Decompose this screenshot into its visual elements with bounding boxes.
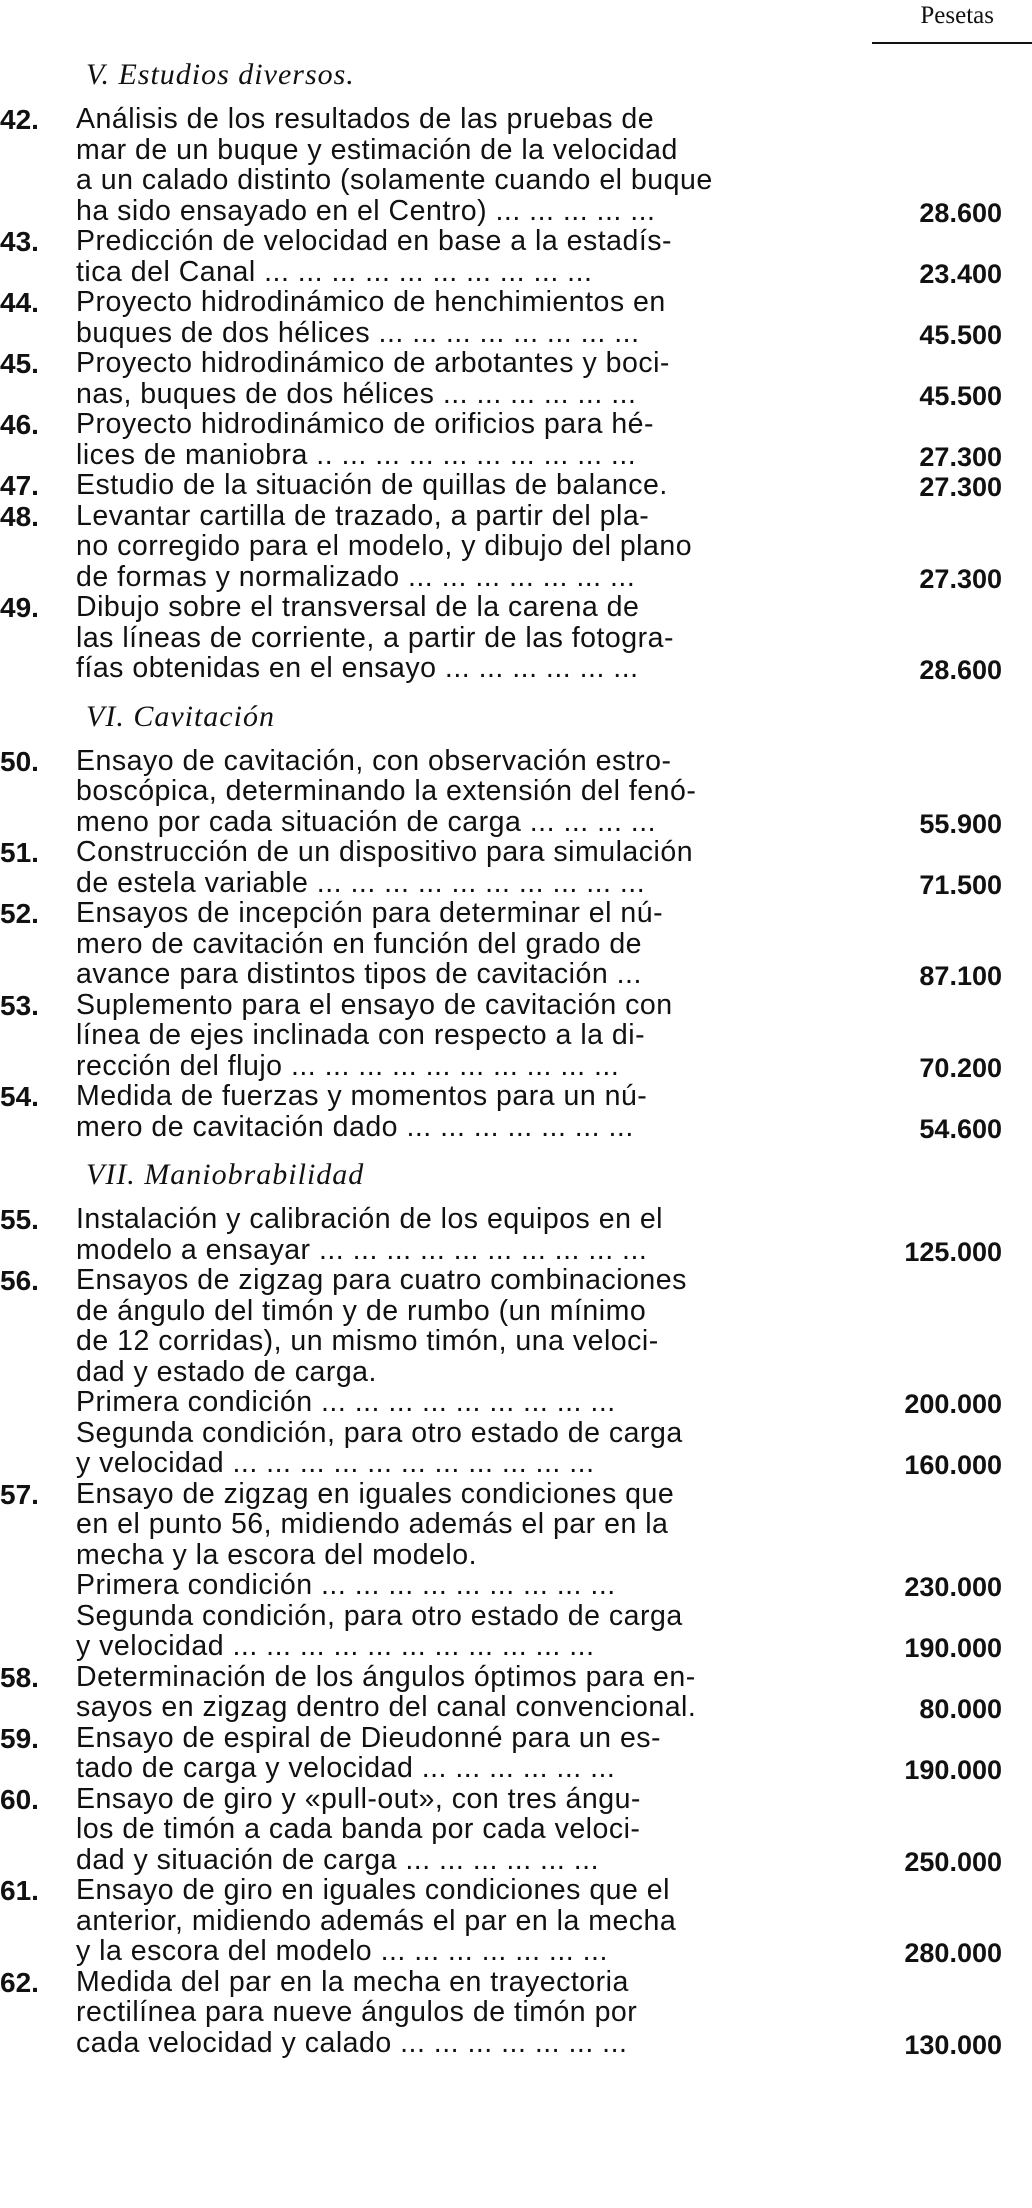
item-text: Ensayo de zigzag en iguales condiciones que en el punto 56, midiendo además el par en la mecha y la escora del modelo.	[76, 1477, 675, 1571]
item-price: 27.300	[919, 563, 1002, 594]
item-number: 47.	[0, 470, 39, 501]
section-title-v: V. Estudios diversos.	[86, 58, 355, 91]
item-text: Proyecto hidrodinámico de henchimientos en buques de dos hélices ... ... ... ... ... ... ... ...	[76, 286, 666, 349]
item-number: 59.	[0, 1722, 39, 1754]
item-price: 280.000	[904, 1938, 1002, 1968]
item-text: Levantar cartilla de trazado, a partir del pla- no corregido para el modelo, y dibujo del plano de formas y normalizado ... ... ... ... ... ... ...	[76, 499, 693, 593]
item-number: 57.	[0, 1478, 39, 1510]
item-number: 50.	[0, 745, 39, 777]
item-price: 45.500	[919, 380, 1002, 411]
item-price: 54.600	[919, 1113, 1002, 1144]
item-price: 190.000	[904, 1755, 1002, 1785]
item-number: 56.	[0, 1265, 39, 1296]
item-text: Proyecto hidrodinámico de arbotantes y boci- nas, buques de dos hélices ... ... ... ... ... ...	[76, 347, 670, 410]
item-text: Dibujo sobre el transversal de la carena de las líneas de corriente, a partir de las fotogra- fías obtenidas en el ensayo ... ... ... ... ... ...	[76, 591, 674, 684]
item-text: Predicción de velocidad en base a la estadís- tica del Canal ... ... ... ... ... ... ... ... ... ...	[76, 225, 673, 288]
item-text: Construcción de un dispositivo para simulación de estela variable ... ... ... ... ... ... ... ... ... ...	[76, 836, 694, 899]
item-number: 44.	[0, 287, 39, 318]
item-number: 58.	[0, 1661, 39, 1693]
item-text: Segunda condición, para otro estado de carga y velocidad ... ... ... ... ... ... ... ... ... ... ...	[76, 1599, 683, 1662]
item-price: 23.400	[919, 258, 1002, 289]
item-text: Medida del par en la mecha en trayectoria rectilínea para nueve ángulos de timón por cada velocidad y calado ... ... ... ... ... ... ...	[76, 1965, 638, 2059]
item-price: 160.000	[904, 1450, 1002, 1480]
item-text: Ensayos de zigzag para cuatro combinaciones de ángulo del timón y de rumbo (un mínimo de 12 corridas), un mismo timón, una veloci- dad y estado de carga.	[76, 1264, 687, 1388]
item-text: Ensayo de giro en iguales condiciones que el anterior, midiendo además el par en la mecha y la escora del modelo ... ... ... ... ... ... ...	[76, 1874, 677, 1967]
item-number: 42.	[0, 104, 39, 135]
item-text: Análisis de los resultados de las pruebas de mar de un buque y estimación de la velocidad a un calado distinto (solamente cuando el buque ha sido ensayado en el Centro) ... ... ... ... ...	[76, 103, 713, 227]
item-price: 230.000	[904, 1572, 1002, 1602]
item-price: 70.200	[919, 1052, 1002, 1083]
item-number: 54.	[0, 1081, 39, 1112]
item-text: Proyecto hidrodinámico de orificios para hé- lices de maniobra .. ... ... ... ... ... ... ... ... ...	[76, 408, 655, 471]
item-text: Determinación de los ángulos óptimos para en- sayos en zigzag dentro del canal convencional.	[76, 1660, 697, 1723]
item-price: 27.300	[919, 472, 1002, 502]
item-number: 62.	[0, 1966, 39, 1998]
item-text: Primera condición ... ... ... ... ... ... ... ... ...	[76, 1569, 616, 1601]
item-number: 61.	[0, 1875, 39, 1906]
item-text: Instalación y calibración de los equipos en el modelo a ensayar ... ... ... ... ... ... ... ... ... ...	[76, 1203, 664, 1266]
item-number: 48.	[0, 500, 39, 532]
item-price: 200.000	[904, 1389, 1002, 1419]
item-number: 60.	[0, 1783, 39, 1815]
item-text: Ensayo de espiral de Dieudonné para un es- tado de carga y velocidad ... ... ... ... ... ...	[76, 1721, 662, 1784]
item-text: Ensayo de giro y «pull-out», con tres ángu- los de timón a cada banda por cada veloci- dad y situación de carga ... ... ... ... ... ...	[76, 1782, 641, 1876]
item-text: Suplemento para el ensayo de cavitación con línea de ejes inclinada con respecto a la di- rección del flujo ... ... ... ... ... ... ... ... ... ...	[76, 988, 673, 1082]
item-number: 45.	[0, 348, 39, 379]
item-price: 125.000	[904, 1236, 1002, 1267]
item-number: 53.	[0, 989, 39, 1021]
item-price: 27.300	[919, 441, 1002, 472]
item-price: 130.000	[904, 2029, 1002, 2060]
item-price: 87.100	[919, 961, 1002, 991]
item-price: 250.000	[904, 1846, 1002, 1877]
item-number: 49.	[0, 592, 39, 623]
item-text: Segunda condición, para otro estado de carga y velocidad ... ... ... ... ... ... ... ... ... ... ...	[76, 1416, 683, 1479]
item-number: 55.	[0, 1204, 39, 1235]
item-text: Ensayo de cavitación, con observación estro- boscópica, determinando la extensión del fenó- meno por cada situación de carga ... ... ... ...	[76, 744, 697, 838]
item-price: 80.000	[919, 1694, 1002, 1724]
item-text: Primera condición ... ... ... ... ... ... ... ... ...	[76, 1386, 616, 1418]
item-number: 52.	[0, 898, 39, 929]
item-number: 51.	[0, 837, 39, 868]
item-number: 46.	[0, 409, 39, 440]
item-text: Ensayos de incepción para determinar el nú- mero de cavitación en función del grado de avance para distintos tipos de cavitación ...	[76, 897, 664, 990]
item-price: 190.000	[904, 1633, 1002, 1663]
item-text: Estudio de la situación de quillas de balance.	[76, 469, 668, 501]
item-price: 28.600	[919, 197, 1002, 228]
item-price: 55.900	[919, 808, 1002, 839]
item-price: 28.600	[919, 655, 1002, 685]
column-header-pesetas: Pesetas	[920, 2, 994, 29]
item-price: 71.500	[919, 869, 1002, 900]
item-number: 43.	[0, 226, 39, 257]
section-title-vi: VI. Cavitación	[86, 699, 275, 733]
item-text: Medida de fuerzas y momentos para un nú- mero de cavitación dado ... ... ... ... ... ... ...	[76, 1080, 648, 1143]
column-header-rule	[872, 42, 1032, 44]
item-price: 45.500	[919, 319, 1002, 350]
section-title-vii: VII. Maniobrabilidad	[86, 1158, 365, 1191]
